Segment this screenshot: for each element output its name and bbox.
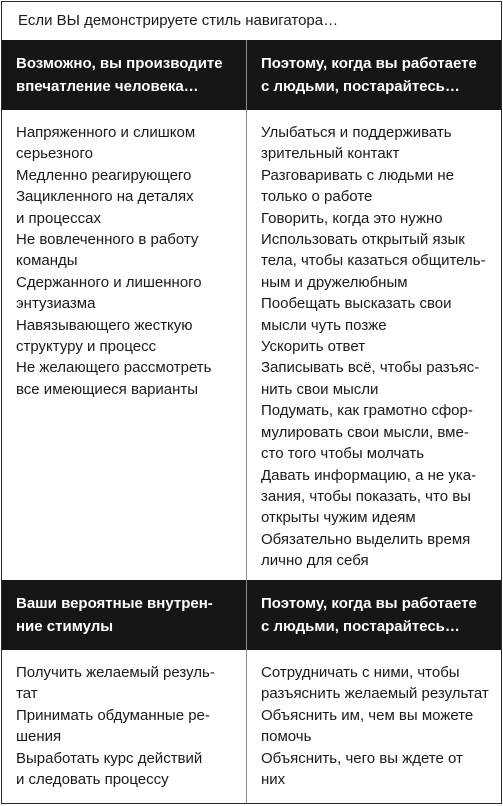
header-text: Возможно, вы производите впечатление человека… — [16, 55, 223, 95]
section-inner-motives — [2, 580, 501, 803]
list-item: Медленно реагирующего — [16, 166, 192, 184]
list-item: Подумать, как грамотно сфор- мулировать свои мысли, вме- сто того чтобы молчать — [261, 402, 473, 463]
list-item: Говорить, когда это нужно — [261, 209, 443, 227]
list-item: Обязательно выделить время лично для себя — [261, 530, 471, 570]
header-text: Ваши вероятные внутрен- ние стимулы — [16, 595, 213, 635]
list-item: Навязывающего жесткую структуру и процесс — [16, 316, 193, 356]
list-item: Напряженного и слишком серьезного — [16, 124, 196, 163]
document-table — [1, 1, 502, 804]
header-text: Поэтому, когда вы работаете с людьми, постарайтесь… — [261, 55, 477, 95]
list-item: Разговаривать с людьми не только о работе — [261, 166, 454, 206]
list-item: Записывать всё, чтобы разъяс- нить свои мысли — [261, 359, 480, 398]
column-header-impression — [2, 40, 246, 110]
list-item: Объяснить, чего вы ждете от них — [261, 749, 463, 789]
advice-list — [246, 110, 501, 580]
list-item: Получить желаемый резуль- тат — [16, 664, 215, 703]
list-item: Объяснить им, чем вы можете помочь — [261, 706, 474, 746]
list-item: Улыбаться и поддерживать зрительный контакт — [261, 124, 452, 163]
list-item: Зацикленного на деталях и процессах — [16, 188, 194, 227]
list-item: Ускорить ответ — [261, 338, 366, 356]
motives-list — [2, 650, 246, 803]
advice-list — [246, 650, 501, 803]
list-item: Принимать обдуманные ре- шения — [16, 706, 210, 746]
list-item: Не вовлеченного в работу команды — [16, 231, 199, 270]
list-item: Не желающего рассмотреть все имеющиеся варианты — [16, 359, 212, 398]
column-header-advice — [246, 580, 501, 650]
list-item: Сдержанного и лишенного энтузиазма — [16, 273, 202, 313]
list-item: Сотрудничать с ними, чтобы разъяснить желаемый результат — [261, 664, 489, 703]
column-header-motives — [2, 580, 246, 650]
header-text: Поэтому, когда вы работаете с людьми, постарайтесь… — [261, 595, 477, 635]
list-item: Использовать открытый язык тела, чтобы казаться общитель- ным и дружелюбным — [261, 231, 486, 291]
list-item: Пообещать высказать свои мысли чуть позже — [261, 295, 452, 334]
table-caption: Если ВЫ демонстрируете стиль навигатора… — [18, 12, 339, 29]
list-item: Давать информацию, а не ука- зания, чтобы показать, что вы открыты чужим идеям — [261, 466, 477, 527]
column-header-advice — [246, 40, 501, 110]
section-navigator-impressions — [2, 40, 501, 580]
list-item: Выработать курс действий и следовать процессу — [16, 749, 203, 789]
impression-list — [2, 110, 246, 580]
